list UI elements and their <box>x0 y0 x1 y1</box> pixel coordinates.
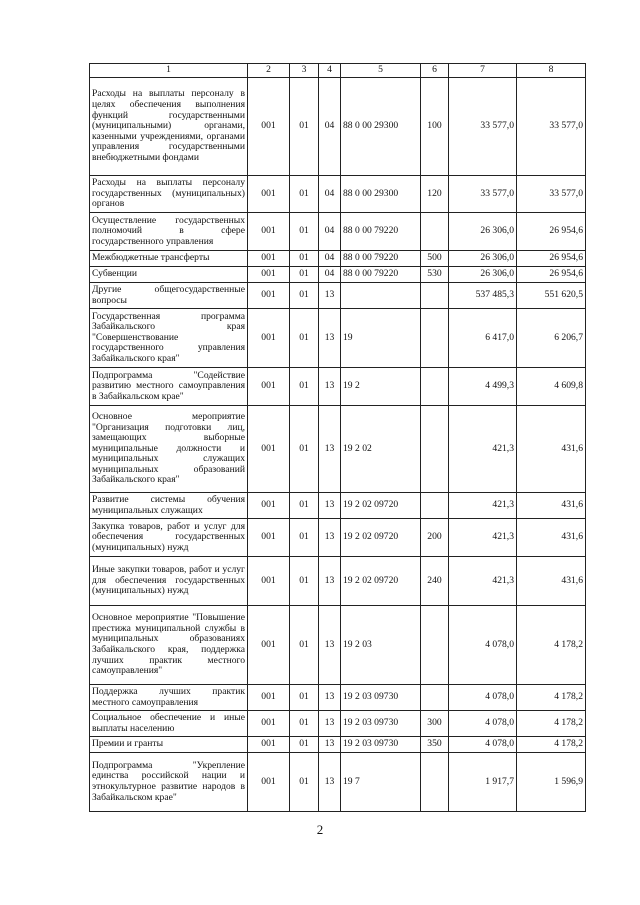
row-grbs: 001 <box>248 606 290 685</box>
row-name: Развитие системы обучения муниципальных служащих <box>90 493 248 519</box>
row-name: Основное мероприятие "Организация подготовки лиц, замещающих выборные муниципальные должности и муниципальных служащих муниципальных образований Забайкальского края" <box>90 406 248 493</box>
table-row <box>90 737 586 753</box>
row-vr <box>421 493 449 519</box>
row-csr: 19 2 02 09720 <box>341 493 421 519</box>
table-row <box>90 606 586 685</box>
row-grbs: 001 <box>248 213 290 251</box>
row-sum1: 26 306,0 <box>449 213 517 251</box>
row-csr: 19 2 02 <box>341 406 421 493</box>
row-vr: 350 <box>421 737 449 753</box>
row-vr <box>421 406 449 493</box>
table-row <box>90 493 586 519</box>
row-sum2: 26 954,6 <box>517 213 586 251</box>
row-grbs: 001 <box>248 406 290 493</box>
row-csr: 88 0 00 29300 <box>341 78 421 176</box>
row-name: Расходы на выплаты персоналу в целях обеспечения выполнения функций государственными (муниципальными) органами, казенными учреждениями, органами управления государственными внебюджетными фондами <box>90 78 248 176</box>
row-name: Социальное обеспечение и иные выплаты населению <box>90 711 248 737</box>
row-vr <box>421 213 449 251</box>
row-sum1: 4 078,0 <box>449 685 517 711</box>
row-vr: 100 <box>421 78 449 176</box>
row-sum1: 421,3 <box>449 519 517 557</box>
row-sum1: 4 078,0 <box>449 737 517 753</box>
row-rz: 01 <box>290 519 319 557</box>
table-row <box>90 368 586 406</box>
row-name: Подпрограмма "Содействие развитию местного самоуправления в Забайкальском крае" <box>90 368 248 406</box>
row-sum2: 4 178,2 <box>517 737 586 753</box>
header-cell: 7 <box>449 64 517 78</box>
table-row <box>90 711 586 737</box>
row-vr <box>421 309 449 368</box>
row-grbs: 001 <box>248 753 290 812</box>
row-grbs: 001 <box>248 685 290 711</box>
row-grbs: 001 <box>248 267 290 283</box>
row-vr <box>421 606 449 685</box>
row-grbs: 001 <box>248 557 290 606</box>
header-cell: 5 <box>341 64 421 78</box>
row-grbs: 001 <box>248 251 290 267</box>
header-cell: 4 <box>319 64 341 78</box>
row-pr: 13 <box>319 557 341 606</box>
row-rz: 01 <box>290 406 319 493</box>
row-rz: 01 <box>290 78 319 176</box>
row-sum1: 421,3 <box>449 406 517 493</box>
row-pr: 13 <box>319 283 341 309</box>
row-csr: 19 2 <box>341 368 421 406</box>
row-sum2: 4 178,2 <box>517 606 586 685</box>
row-sum2: 431,6 <box>517 557 586 606</box>
row-pr: 13 <box>319 368 341 406</box>
row-csr: 88 0 00 79220 <box>341 267 421 283</box>
row-name: Расходы на выплаты персоналу государственных (муниципальных) органов <box>90 176 248 213</box>
row-vr: 120 <box>421 176 449 213</box>
table-row <box>90 78 586 176</box>
row-rz: 01 <box>290 493 319 519</box>
table-row <box>90 309 586 368</box>
header-cell: 1 <box>90 64 248 78</box>
row-pr: 13 <box>319 711 341 737</box>
table-row <box>90 213 586 251</box>
row-name: Субвенции <box>90 267 248 283</box>
row-sum1: 4 078,0 <box>449 606 517 685</box>
row-sum2: 551 620,5 <box>517 283 586 309</box>
row-pr: 13 <box>319 406 341 493</box>
table-row <box>90 283 586 309</box>
row-sum2: 33 577,0 <box>517 176 586 213</box>
row-vr <box>421 753 449 812</box>
row-pr: 04 <box>319 78 341 176</box>
row-pr: 13 <box>319 493 341 519</box>
row-rz: 01 <box>290 711 319 737</box>
row-csr: 19 2 03 <box>341 606 421 685</box>
row-csr: 88 0 00 79220 <box>341 213 421 251</box>
row-sum2: 26 954,6 <box>517 251 586 267</box>
row-csr: 88 0 00 29300 <box>341 176 421 213</box>
row-csr: 19 2 02 09720 <box>341 557 421 606</box>
row-pr: 13 <box>319 519 341 557</box>
row-grbs: 001 <box>248 283 290 309</box>
row-grbs: 001 <box>248 493 290 519</box>
row-vr: 530 <box>421 267 449 283</box>
row-csr: 19 2 03 09730 <box>341 711 421 737</box>
row-rz: 01 <box>290 251 319 267</box>
row-sum1: 4 499,3 <box>449 368 517 406</box>
table-row <box>90 406 586 493</box>
row-pr: 04 <box>319 267 341 283</box>
row-pr: 04 <box>319 251 341 267</box>
row-name: Закупка товаров, работ и услуг для обеспечения государственных (муниципальных) нужд <box>90 519 248 557</box>
row-name: Подпрограмма "Укрепление единства российской нации и этнокультурное развитие народов в Забайкальском крае" <box>90 753 248 812</box>
row-grbs: 001 <box>248 368 290 406</box>
header-cell: 8 <box>517 64 586 78</box>
row-sum2: 431,6 <box>517 493 586 519</box>
row-name: Поддержка лучших практик местного самоуправления <box>90 685 248 711</box>
row-sum1: 33 577,0 <box>449 78 517 176</box>
row-name: Основное мероприятие "Повышение престижа муниципальной службы в муниципальных образованиях Забайкальского края, поддержка лучших практик местного самоуправления" <box>90 606 248 685</box>
row-rz: 01 <box>290 685 319 711</box>
row-name: Иные закупки товаров, работ и услуг для обеспечения государственных (муниципальных) нужд <box>90 557 248 606</box>
row-rz: 01 <box>290 557 319 606</box>
row-name: Осуществление государственных полномочий в сфере государственного управления <box>90 213 248 251</box>
row-sum2: 431,6 <box>517 406 586 493</box>
row-grbs: 001 <box>248 737 290 753</box>
row-rz: 01 <box>290 213 319 251</box>
row-name: Другие общегосударственные вопросы <box>90 283 248 309</box>
table-row <box>90 267 586 283</box>
row-sum1: 26 306,0 <box>449 267 517 283</box>
table-row <box>90 519 586 557</box>
row-csr: 19 2 03 09730 <box>341 685 421 711</box>
row-sum1: 26 306,0 <box>449 251 517 267</box>
header-row <box>90 64 586 78</box>
row-vr: 500 <box>421 251 449 267</box>
row-sum1: 6 417,0 <box>449 309 517 368</box>
row-grbs: 001 <box>248 519 290 557</box>
row-grbs: 001 <box>248 309 290 368</box>
row-vr <box>421 685 449 711</box>
row-sum1: 33 577,0 <box>449 176 517 213</box>
row-sum1: 4 078,0 <box>449 711 517 737</box>
row-rz: 01 <box>290 309 319 368</box>
row-pr: 13 <box>319 685 341 711</box>
row-sum1: 421,3 <box>449 493 517 519</box>
row-rz: 01 <box>290 737 319 753</box>
row-rz: 01 <box>290 753 319 812</box>
budget-table <box>89 63 586 812</box>
row-sum2: 4 178,2 <box>517 685 586 711</box>
row-vr: 200 <box>421 519 449 557</box>
row-pr: 13 <box>319 309 341 368</box>
row-rz: 01 <box>290 176 319 213</box>
row-vr <box>421 368 449 406</box>
row-rz: 01 <box>290 606 319 685</box>
page-number: 2 <box>316 822 324 837</box>
row-csr: 19 2 03 09730 <box>341 737 421 753</box>
row-pr: 04 <box>319 176 341 213</box>
row-pr: 04 <box>319 213 341 251</box>
row-csr: 19 <box>341 309 421 368</box>
row-csr: 19 2 02 09720 <box>341 519 421 557</box>
row-sum2: 26 954,6 <box>517 267 586 283</box>
row-sum2: 4 609,8 <box>517 368 586 406</box>
row-vr <box>421 283 449 309</box>
table-row <box>90 557 586 606</box>
header-cell: 6 <box>421 64 449 78</box>
row-vr: 300 <box>421 711 449 737</box>
table-row <box>90 685 586 711</box>
row-csr <box>341 283 421 309</box>
row-sum2: 1 596,9 <box>517 753 586 812</box>
row-name: Государственная программа Забайкальского края "Совершенствование государственного управления Забайкальского края" <box>90 309 248 368</box>
row-name: Межбюджетные трансферты <box>90 251 248 267</box>
row-rz: 01 <box>290 267 319 283</box>
row-sum2: 33 577,0 <box>517 78 586 176</box>
row-grbs: 001 <box>248 176 290 213</box>
header-cell: 2 <box>248 64 290 78</box>
row-sum1: 537 485,3 <box>449 283 517 309</box>
row-pr: 13 <box>319 737 341 753</box>
header-cell: 3 <box>290 64 319 78</box>
row-rz: 01 <box>290 368 319 406</box>
row-sum1: 421,3 <box>449 557 517 606</box>
row-vr: 240 <box>421 557 449 606</box>
row-csr: 19 7 <box>341 753 421 812</box>
table-row <box>90 251 586 267</box>
row-rz: 01 <box>290 283 319 309</box>
row-csr: 88 0 00 79220 <box>341 251 421 267</box>
row-grbs: 001 <box>248 78 290 176</box>
table-row <box>90 176 586 213</box>
table-row <box>90 753 586 812</box>
row-pr: 13 <box>319 606 341 685</box>
row-sum2: 6 206,7 <box>517 309 586 368</box>
row-grbs: 001 <box>248 711 290 737</box>
row-pr: 13 <box>319 753 341 812</box>
row-sum2: 431,6 <box>517 519 586 557</box>
row-name: Премии и гранты <box>90 737 248 753</box>
row-sum1: 1 917,7 <box>449 753 517 812</box>
row-sum2: 4 178,2 <box>517 711 586 737</box>
